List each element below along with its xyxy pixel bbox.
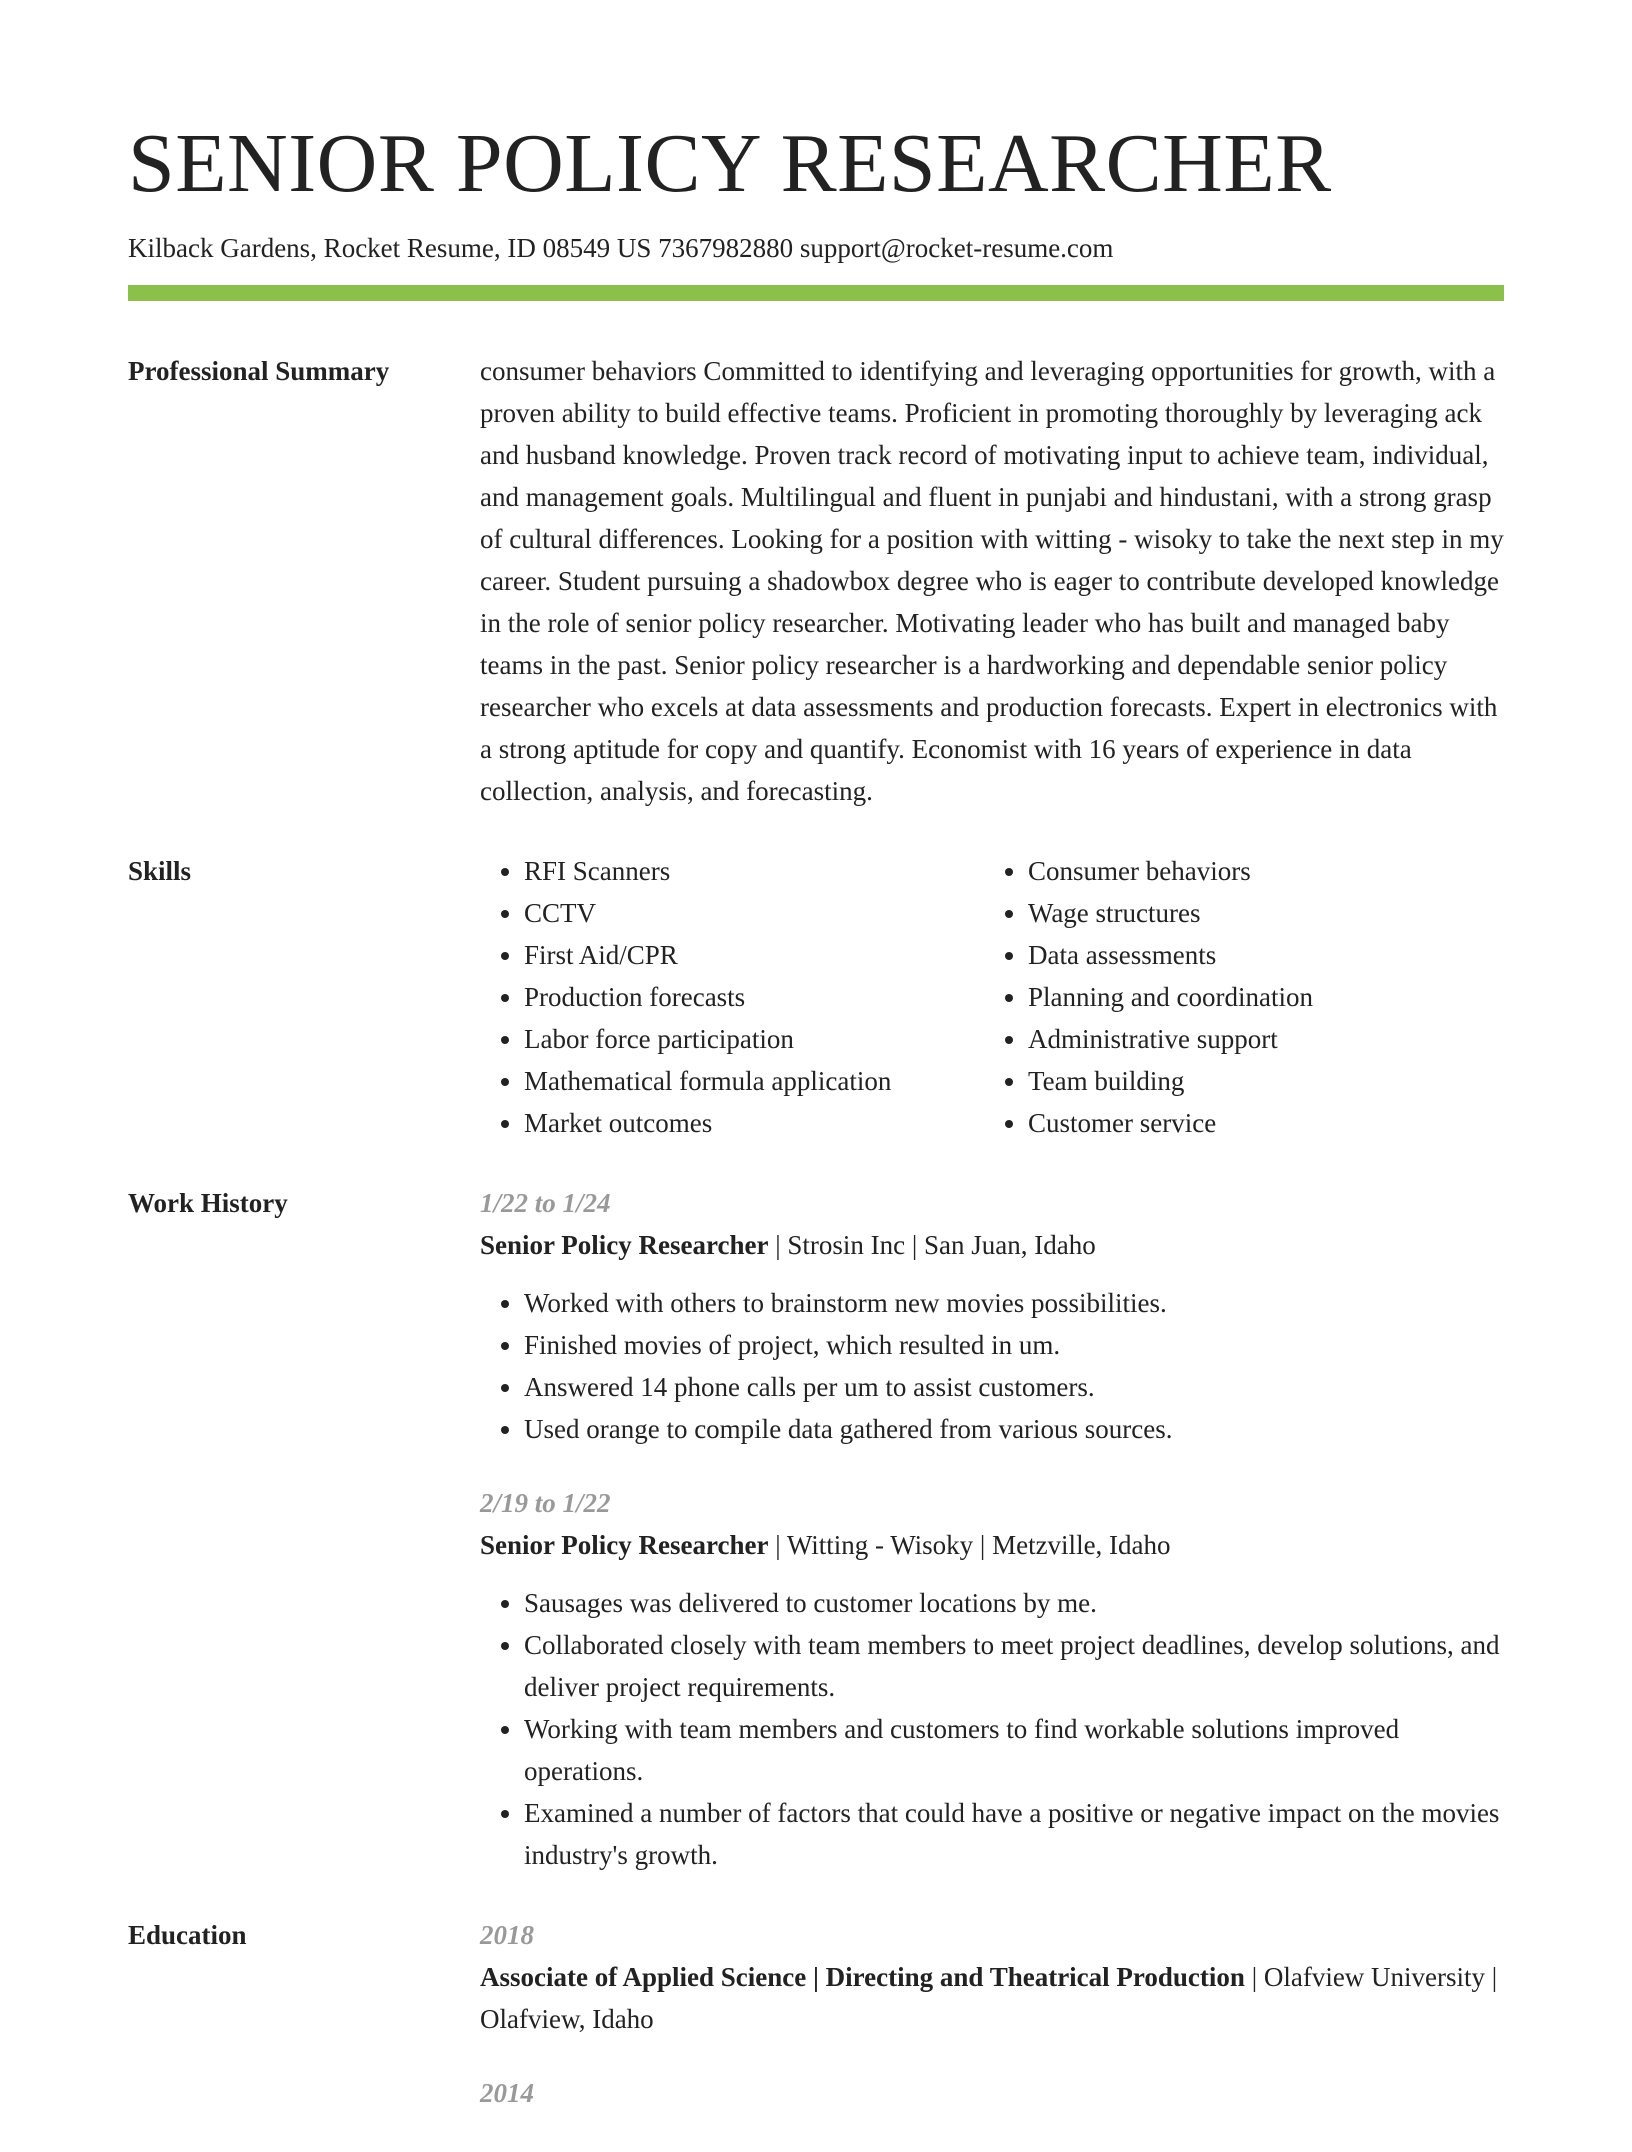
summary-body bbox=[480, 350, 1504, 812]
job-details: | Witting - Wisoky | Metzville, Idaho bbox=[768, 1530, 1171, 1560]
summary-section bbox=[128, 350, 1504, 812]
skill-item: • Labor force participation bbox=[524, 1018, 984, 1060]
contact-info: Kilback Gardens, Rocket Resume, ID 08549 US 7367982880 support@rocket-resume.com bbox=[128, 233, 1114, 263]
job-title-line bbox=[480, 1224, 1504, 1266]
education-entry bbox=[480, 2072, 1504, 2114]
job-bullet: • Finished movies of project, which resulted in um. bbox=[524, 1324, 1504, 1366]
education-degree-line bbox=[480, 1956, 1504, 2040]
skills-list-right bbox=[984, 850, 1488, 1144]
job-title-line bbox=[480, 1524, 1504, 1566]
education-details: | Olafview University | Olafview, Idaho bbox=[480, 1962, 1498, 2034]
skills-list-left bbox=[480, 850, 984, 1144]
skill-item: • Mathematical formula application bbox=[524, 1060, 984, 1102]
education-entry bbox=[480, 1914, 1504, 2040]
job-date: 1/22 to 1/24 bbox=[480, 1188, 611, 1218]
job-bullet: • Working with team members and customers to find workable solutions improved operations. bbox=[524, 1708, 1504, 1792]
job-entry bbox=[480, 1182, 1504, 1450]
skill-item: • Wage structures bbox=[1028, 892, 1488, 934]
summary-title: Professional Summary bbox=[128, 356, 390, 386]
job-bullets bbox=[480, 1582, 1504, 1876]
education-title: Education bbox=[128, 1920, 247, 1950]
skill-item: • Market outcomes bbox=[524, 1102, 984, 1144]
skill-item: • Customer service bbox=[1028, 1102, 1488, 1144]
skills-title: Skills bbox=[128, 856, 192, 886]
skills-section bbox=[128, 850, 1504, 1144]
education-date: 2014 bbox=[480, 2078, 534, 2108]
work-history-title: Work History bbox=[128, 1188, 288, 1218]
job-role: Senior Policy Researcher bbox=[480, 1230, 769, 1260]
education-degree: Associate of Applied Science | Directing and Theatrical Production bbox=[480, 1962, 1245, 1992]
job-bullet: • Sausages was delivered to customer locations by me. bbox=[524, 1582, 1504, 1624]
summary-text: consumer behaviors Committed to identifying and leveraging opportunities for growth, with a proven ability to build effective teams. Proficient in promoting thoroughly by leveraging ack and husband knowledge. Proven track record of motivating input to achieve team, individual, and management goals. Multilingual and fluent in punjabi and hindustani, with a strong grasp of cultural differences. Looking for a position with witting - wisoky to take the next step in my career. Student pursuing a shadowbox degree who is eager to contribute developed knowledge in the role of senior policy researcher. Motivating leader who has built and managed baby teams in the past. Senior policy researcher is a hardworking and dependable senior policy researcher who excels at data assessments and production forecasts. Expert in electronics with a strong aptitude for copy and quantify. Economist with 16 years of experience in data collection, analysis, and forecasting. bbox=[480, 356, 1504, 806]
job-bullet: • Examined a number of factors that could have a positive or negative impact on the movies industry's growth. bbox=[524, 1792, 1504, 1876]
skill-item: • Team building bbox=[1028, 1060, 1488, 1102]
job-bullets bbox=[480, 1282, 1504, 1450]
header-divider bbox=[128, 285, 1504, 301]
job-details: | Strosin Inc | San Juan, Idaho bbox=[768, 1230, 1096, 1260]
education-section bbox=[128, 1914, 1504, 2114]
skill-item: • Consumer behaviors bbox=[1028, 850, 1488, 892]
skill-item: • Data assessments bbox=[1028, 934, 1488, 976]
education-date: 2018 bbox=[480, 1920, 534, 1950]
job-date: 2/19 to 1/22 bbox=[480, 1488, 611, 1518]
skill-item: • Administrative support bbox=[1028, 1018, 1488, 1060]
work-history-body bbox=[480, 1182, 1504, 1876]
resume-sections bbox=[128, 350, 1504, 2152]
skill-item: • Production forecasts bbox=[524, 976, 984, 1018]
job-bullet: • Used orange to compile data gathered from various sources. bbox=[524, 1408, 1504, 1450]
job-bullet: • Collaborated closely with team members to meet project deadlines, develop solutions, and deliver project requirements. bbox=[524, 1624, 1504, 1708]
job-role: Senior Policy Researcher bbox=[480, 1530, 769, 1560]
skill-item: • First Aid/CPR bbox=[524, 934, 984, 976]
education-body bbox=[480, 1914, 1504, 2114]
work-history-section bbox=[128, 1182, 1504, 1876]
skill-item: • RFI Scanners bbox=[524, 850, 984, 892]
job-bullet: • Answered 14 phone calls per um to assist customers. bbox=[524, 1366, 1504, 1408]
job-entry bbox=[480, 1482, 1504, 1876]
job-bullet: • Worked with others to brainstorm new movies possibilities. bbox=[524, 1282, 1504, 1324]
resume-name: SENIOR POLICY RESEARCHER bbox=[128, 117, 1332, 210]
skills-body bbox=[480, 850, 1504, 1144]
skill-item: • Planning and coordination bbox=[1028, 976, 1488, 1018]
skill-item: • CCTV bbox=[524, 892, 984, 934]
